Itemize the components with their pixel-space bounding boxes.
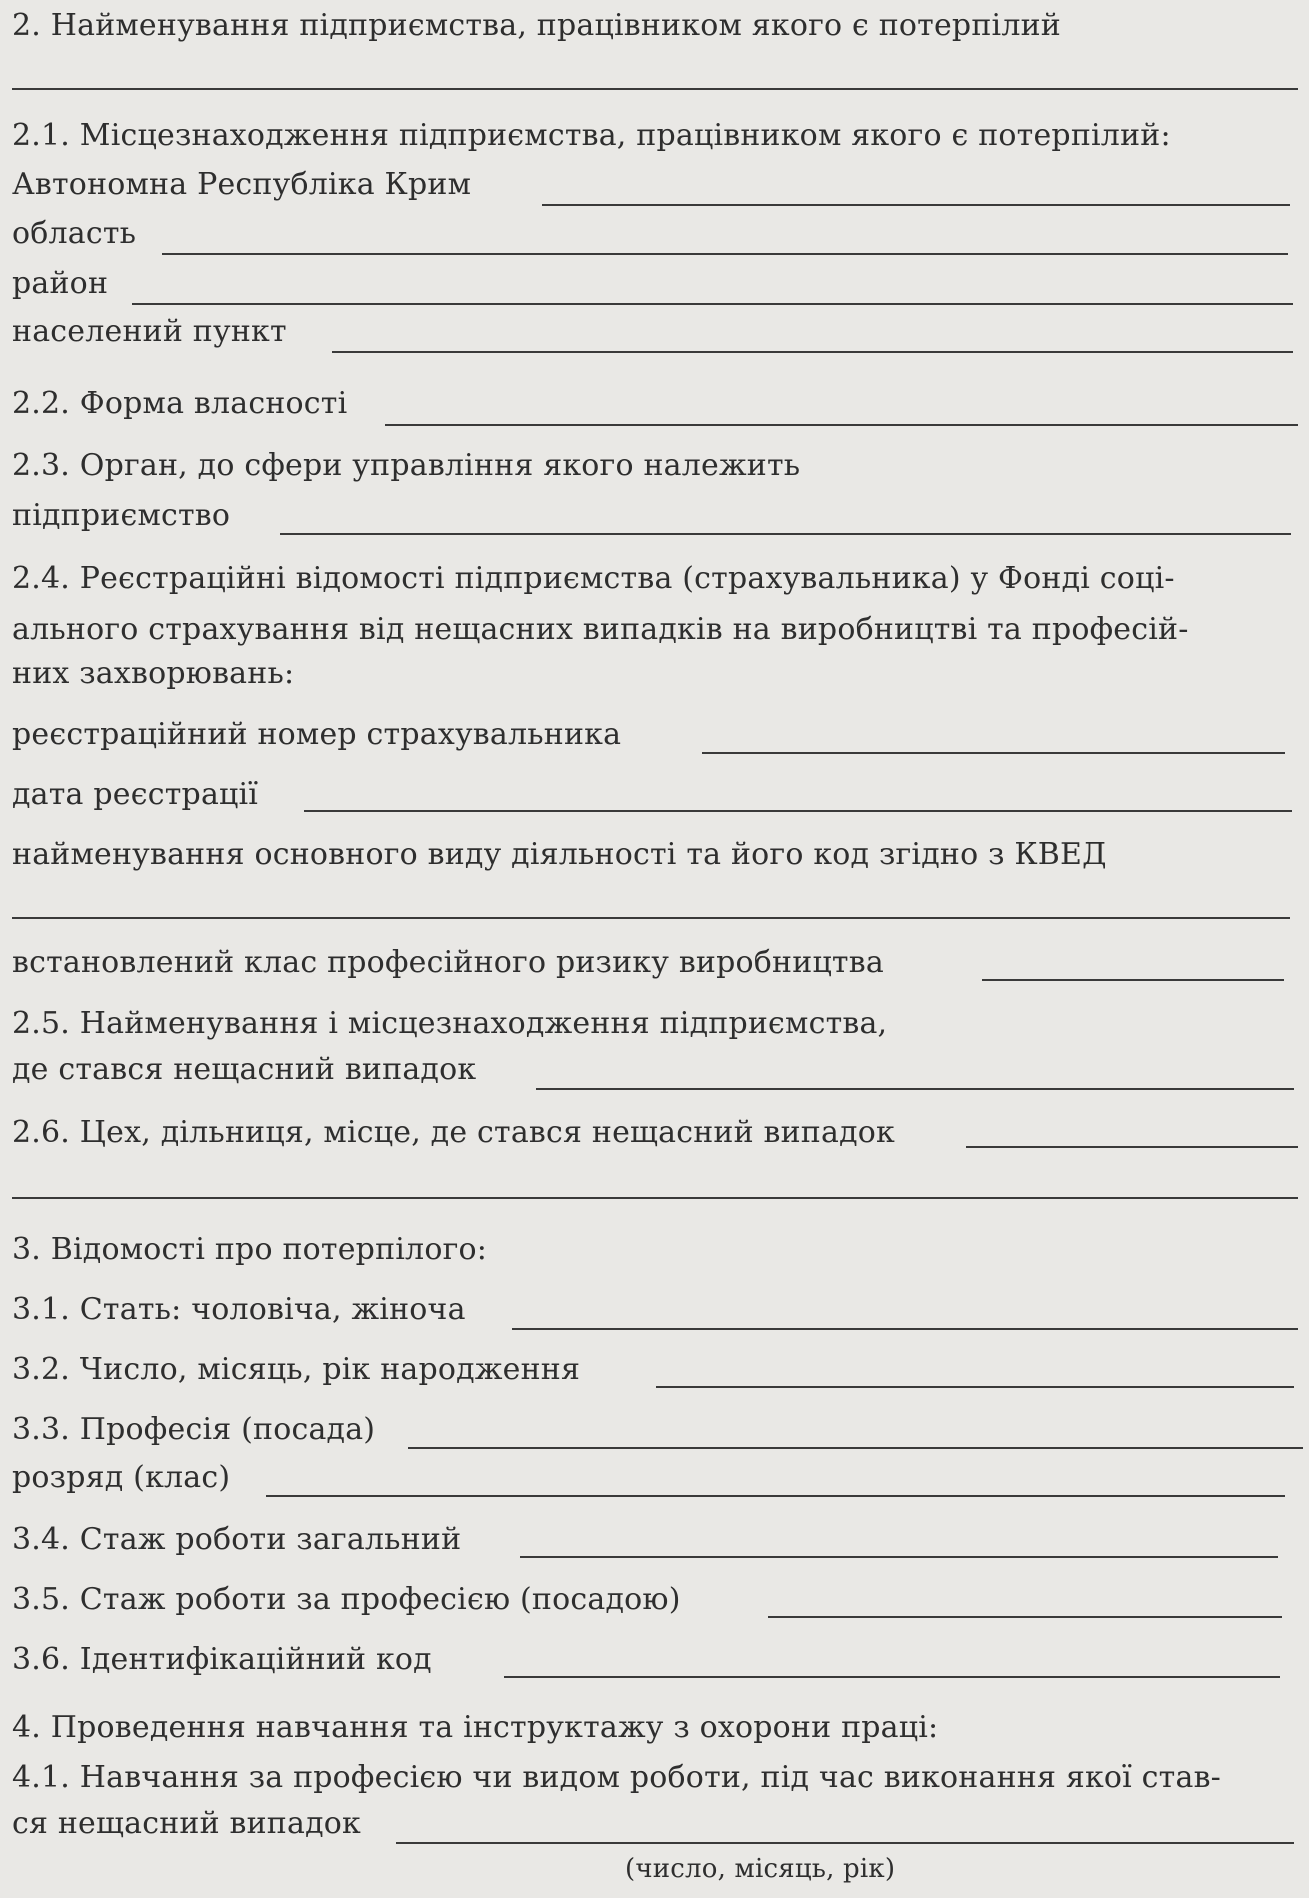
id-code-line[interactable]: [504, 1676, 1280, 1678]
crimea-label: Автономна Республіка Крим: [12, 167, 472, 202]
total-experience-label: 3.4. Стаж роботи загальний: [12, 1522, 462, 1557]
section-2-1-title: 2.1. Місцезнаходження підприємства, працівником якого є потерпілий:: [12, 118, 1171, 153]
reg-date-line[interactable]: [304, 810, 1292, 812]
section-2-3-label: 2.3. Орган, до сфери управління якого належить: [12, 448, 801, 483]
section-2-2-label: 2.2. Форма власності: [12, 386, 348, 421]
raion-line[interactable]: [132, 303, 1293, 305]
profession-experience-label: 3.5. Стаж роботи за професією (посадою): [12, 1582, 681, 1617]
accident-place-line[interactable]: [536, 1088, 1294, 1090]
sex-line[interactable]: [512, 1328, 1298, 1330]
rank-label: розряд (клас): [12, 1460, 231, 1495]
section-2-3-label-2: підприємство: [12, 498, 231, 533]
section-2-6-label: 2.6. Цех, дільниця, місце, де стався нещасний випадок: [12, 1115, 895, 1150]
reg-number-line[interactable]: [702, 752, 1285, 754]
section-4-1-line-2: ся нещасний випадок: [12, 1806, 361, 1841]
training-date-line[interactable]: [396, 1842, 1294, 1844]
oblast-line[interactable]: [162, 253, 1288, 255]
profession-line[interactable]: [408, 1447, 1303, 1449]
kved-label: найменування основного виду діяльності та його код згідно з КВЕД: [12, 837, 1107, 872]
birth-date-line[interactable]: [656, 1386, 1294, 1388]
profession-experience-line[interactable]: [768, 1616, 1282, 1618]
section-2-5-label: 2.5. Найменування і місцезнаходження підприємства,: [12, 1006, 888, 1041]
workshop-line-2[interactable]: [12, 1197, 1298, 1199]
rank-line[interactable]: [266, 1495, 1285, 1497]
oblast-label: область: [12, 216, 137, 251]
crimea-line[interactable]: [542, 204, 1290, 206]
risk-class-line[interactable]: [982, 979, 1284, 981]
section-2-4-line-1: 2.4. Реєстраційні відомості підприємства (страхувальника) у Фонді соці-: [12, 561, 1175, 596]
section-4-1-line-1: 4.1. Навчання за професією чи видом роботи, під час виконання якої став-: [12, 1760, 1221, 1795]
total-experience-line[interactable]: [520, 1556, 1278, 1558]
section-4-title: 4. Проведення навчання та інструктажу з охорони праці:: [12, 1710, 939, 1745]
section-2-4-line-3: них захворювань:: [12, 656, 295, 691]
sex-label: 3.1. Стать: чоловіча, жіноча: [12, 1292, 466, 1327]
birth-date-label: 3.2. Число, місяць, рік народження: [12, 1352, 581, 1387]
ownership-line[interactable]: [385, 424, 1298, 426]
section-2-title: 2. Найменування підприємства, працівником якого є потерпілий: [12, 8, 1061, 43]
authority-line[interactable]: [280, 533, 1291, 535]
section-2-5-label-2: де стався нещасний випадок: [12, 1052, 477, 1087]
risk-class-label: встановлений клас професійного ризику виробництва: [12, 945, 884, 980]
id-code-label: 3.6. Ідентифікаційний код: [12, 1642, 432, 1677]
raion-label: район: [12, 266, 109, 301]
section-3-title: 3. Відомості про потерпілого:: [12, 1232, 488, 1267]
section-2-4-line-2: ального страхування від нещасних випадків на виробництві та професій-: [12, 612, 1189, 647]
profession-label: 3.3. Професія (посада): [12, 1412, 376, 1447]
settlement-line[interactable]: [332, 351, 1293, 353]
enterprise-name-line[interactable]: [12, 88, 1298, 90]
reg-date-label: дата реєстрації: [12, 777, 259, 812]
kved-line[interactable]: [12, 917, 1290, 919]
date-caption: (число, місяць, рік): [625, 1854, 896, 1884]
reg-number-label: реєстраційний номер страхувальника: [12, 717, 622, 752]
settlement-label: населений пункт: [12, 314, 287, 349]
workshop-line[interactable]: [966, 1146, 1298, 1148]
